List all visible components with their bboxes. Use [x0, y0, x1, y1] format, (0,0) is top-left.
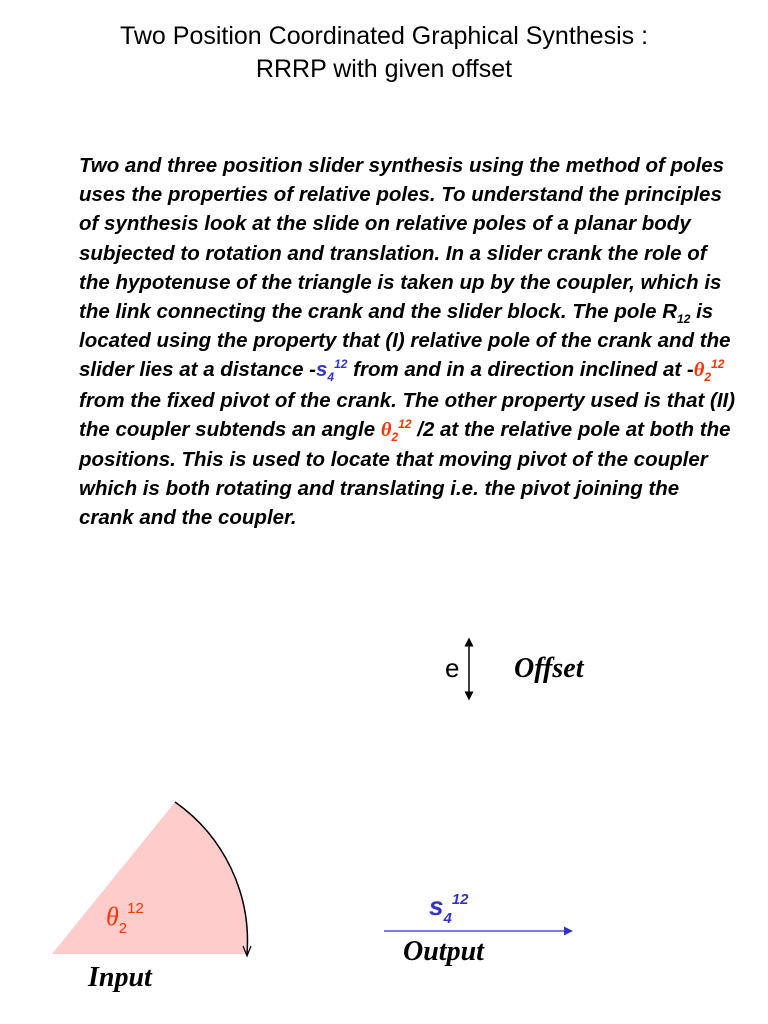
s4-superscript: 12	[334, 357, 348, 372]
input-angle-label: $\theta_2^{12}$	[106, 900, 144, 937]
output-displacement-label: $s_4^{12}$	[429, 891, 469, 927]
theta-symbol-2	[380, 417, 412, 444]
paragraph-text-3: from and in a direction inclined at -	[347, 358, 694, 382]
theta-subscript-2: 2	[391, 429, 399, 444]
theta-superscript-2: 12	[398, 417, 412, 431]
output-label: Output	[403, 936, 484, 967]
theta-symbol-1	[693, 357, 725, 385]
title-line-2: RRRP with given offset	[255, 55, 513, 83]
input-label: Input	[88, 962, 152, 993]
mechanism-diagram	[0, 600, 768, 1024]
offset-label: Offset	[514, 653, 584, 684]
slide-title	[0, 20, 768, 86]
paragraph-text-1: Two and three position slider synthesis using the method of poles uses the properties of relative poles. To understand the principles of synthesis look at the slide on relative poles of a planar body subjected to rotation and translation. In a slider crank the role of the hypotenuse of the triangle is taken up by the coupler, which is the link connecting the crank and the slider block. The pole R	[79, 154, 725, 324]
s4-subscript: 4	[327, 370, 335, 385]
title-line-1: Two Position Coordinated Graphical Synthesis :	[119, 22, 649, 50]
pole-subscript: 12	[677, 312, 691, 327]
theta-subscript-1: 2	[704, 370, 712, 385]
s4-symbol	[316, 357, 348, 385]
paragraph-text-2: is located using the property that (I) relative pole of the crank and the slider lies at a distance -	[79, 300, 731, 382]
description-paragraph	[79, 151, 739, 533]
theta-letter-1: θ	[693, 359, 705, 382]
theta-superscript-1: 12	[711, 357, 725, 372]
offset-symbol: e	[445, 653, 460, 683]
paragraph-text-5: /2 at the relative pole at both the positions. This is used to locate that moving pivot of the coupler which is both rotating and translating i.e. the pivot joining the crank and the coupler.	[79, 417, 731, 530]
s4-letter: s	[316, 358, 328, 382]
input-angle-sector	[52, 802, 247, 954]
paragraph-text-4: from the fixed pivot of the crank. The other property used is that (II) the coupler subtends an angle	[79, 388, 736, 441]
theta-letter-2: θ	[380, 418, 392, 441]
